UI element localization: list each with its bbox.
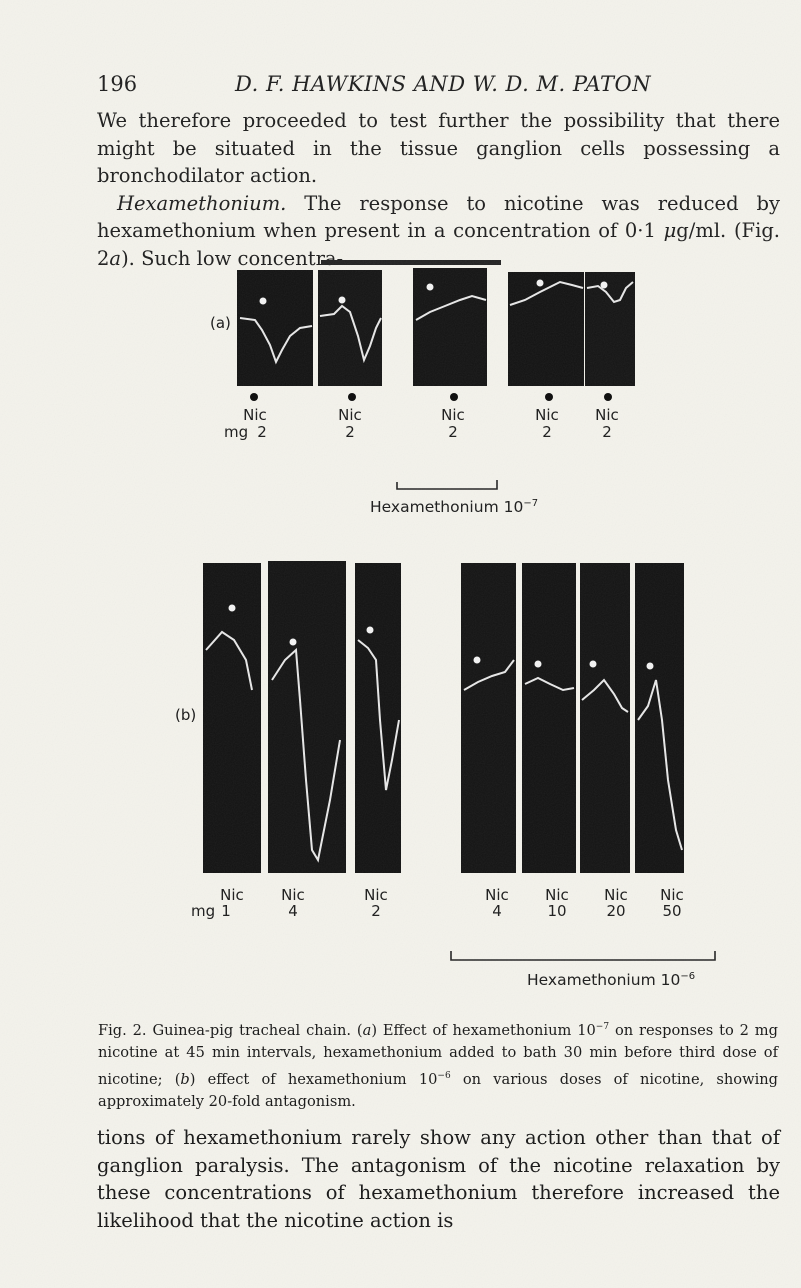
panel-a-hexamethonium-label: Hexamethonium $10^{-7}$ [370,498,539,517]
paragraph-3: tions of hexamethonium rarely show any action other than that of ganglion paralysis. The antagonism of the nicotine relaxation by these concentrations of hexamethonium therefore increased the likelihood that the nicotine action is [97,1126,780,1232]
dose-value: 4 [288,902,298,920]
nic-label: Nic [281,886,305,904]
caption-fig-number: Fig. 2. [98,1021,147,1039]
nic-label: Nic [485,886,509,904]
dose-value: 4 [492,902,502,920]
mg-label: mg [224,423,249,441]
nic-label: Nic [220,886,244,904]
body-text-bottom [97,1124,780,1234]
dose-dot [450,393,458,401]
nic-label: Nic [535,406,559,424]
dose-value: 50 [662,902,682,920]
nic-label: Nic [441,406,465,424]
panel-a-label: (a) [210,314,231,332]
nic-label: Nic [243,406,267,424]
dose-value: 10 [547,902,567,920]
panel-b-hexamethonium-label: Hexamethonium $10^{-6}$ [527,971,696,990]
panel-b-label: (b) [175,706,197,724]
nic-label: Nic [545,886,569,904]
nic-label: Nic [595,406,619,424]
dose-value: 20 [606,902,626,920]
dose-value: 2 [602,423,612,441]
dose-value: 2 [257,423,267,441]
dose-value: 2 [345,423,355,441]
dose-value: 2 [371,902,381,920]
nic-label: Nic [660,886,684,904]
dose-dot [604,393,612,401]
dose-dot [545,393,553,401]
dose-dot [250,393,258,401]
figure-caption: Fig. 2. Guinea-pig tracheal chain. (a) Effect of hexamethonium $10^{-7}$ on responses to 2 mg nicotine at 45 min intervals, hexamethonium added to bath 30 min before third dose of nicotine; (b) effect of hexamethonium $10^{-6}$ on various doses of nicotine, showing approximately 20-fold antagonism. [98,1021,778,1111]
nic-label: Nic [364,886,388,904]
nic-label: Nic [604,886,628,904]
dose-value: 2 [448,423,458,441]
dose-value: 1 [221,902,231,920]
mg-label: mg [191,902,216,920]
dose-value: 2 [542,423,552,441]
dose-dot [348,393,356,401]
nic-label: Nic [338,406,362,424]
